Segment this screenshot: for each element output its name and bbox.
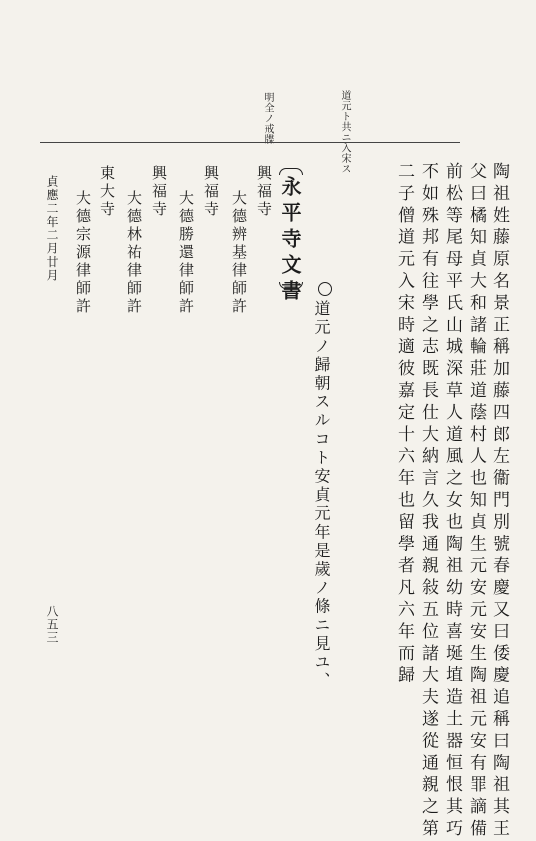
list-item-5: 興福寺 xyxy=(150,165,168,219)
body-line-1: 陶祖姓藤原名景正稱加藤四郎左衞門別號春慶又曰倭慶追稱曰陶祖其王 xyxy=(489,162,509,841)
margin-note-2: 明全ノ戒牒 xyxy=(262,92,273,145)
body-line-4: 不如殊邦有往學之志既長仕大納言久我通親敍五位諸大夫遂從通親之第 xyxy=(418,162,438,841)
bracket-bottom-icon xyxy=(279,282,303,289)
margin-note-1: 道元ト共ニ入宋ス xyxy=(339,90,350,174)
circle-mark-icon xyxy=(318,282,332,296)
body-line-2: 父曰橘知貞大和諸輪莊道蔭村人也知貞生元安元安生陶祖元安有罪謫備 xyxy=(466,162,486,841)
list-item-7: 東大寺 xyxy=(98,165,116,219)
section-title: 永平寺文書 xyxy=(278,176,302,306)
header-rule xyxy=(40,142,460,143)
list-item-3: 興福寺 xyxy=(202,165,220,219)
date-line: 貞應二年二月廿月 xyxy=(45,175,59,283)
list-item-4: 大德勝還律師許 xyxy=(177,190,195,316)
list-item-2: 大德辨基律師許 xyxy=(230,190,248,316)
page-number: 八五三 xyxy=(45,605,59,644)
section-title-box xyxy=(277,168,303,306)
list-item-8: 大德宗源律師許 xyxy=(74,190,92,316)
list-item-1: 興福寺 xyxy=(255,165,273,219)
body-line-3: 前松等尾母平氏山城深草人道風之女也陶祖幼時喜埏埴造土器恒恨其巧 xyxy=(442,162,462,841)
note-line: 道元ノ歸朝スルコト安貞元年是歲ノ條ニ見ユ、 xyxy=(312,300,331,691)
body-line-5: 二子僧道元入宋時適彼嘉定十六年也留學者凡六年而歸 xyxy=(394,162,414,688)
bracket-top-icon xyxy=(279,168,303,175)
list-item-6: 大德林祐律師許 xyxy=(125,190,143,316)
